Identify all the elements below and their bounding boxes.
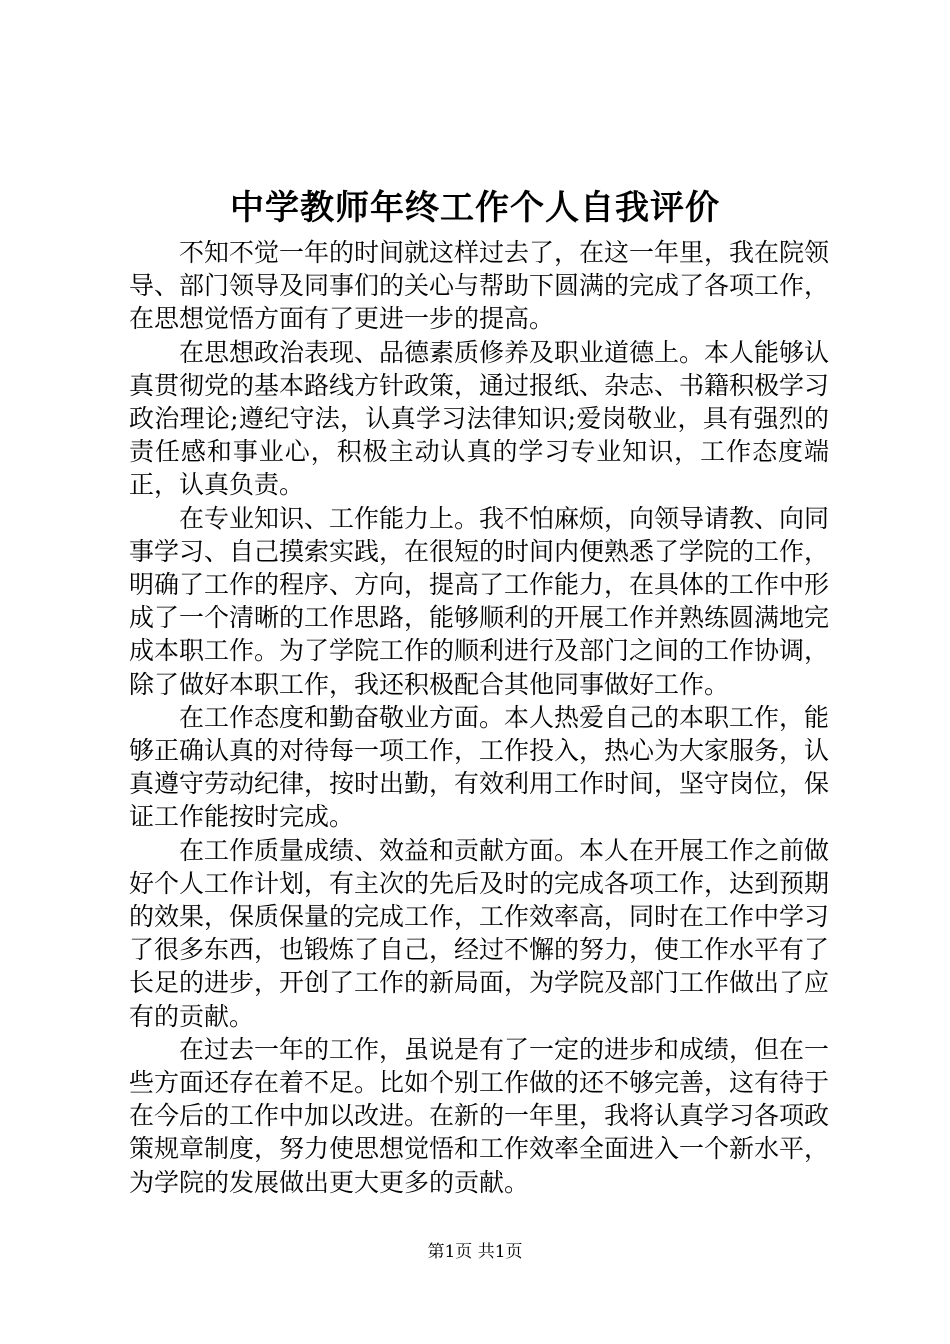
paragraph: 在工作态度和勤奋敬业方面。本人热爱自己的本职工作，能够正确认真的对待每一项工作，工作投入，热心为大家服务，认真遵守劳动纪律，按时出勤，有效利用工作时间，坚守岗位，保证工作能按时完成。 xyxy=(129,702,830,832)
paragraph: 在专业知识、工作能力上。我不怕麻烦，向领导请教、向同事学习、自己摸索实践，在很短的时间内便熟悉了学院的工作，明确了工作的程序、方向，提高了工作能力，在具体的工作中形成了一个清晰的工作思路，能够顺利的开展工作并熟练圆满地完成本职工作。为了学院工作的顺利进行及部门之间的工作协调，除了做好本职工作，我还积极配合其他同事做好工作。 xyxy=(129,503,830,699)
document-title: 中学教师年终工作个人自我评价 xyxy=(230,188,720,228)
paragraph: 在工作质量成绩、效益和贡献方面。本人在开展工作之前做好个人工作计划，有主次的先后及时的完成各项工作，达到预期的效果，保质保量的完成工作，工作效率高，同时在工作中学习了很多东西，也锻炼了自己，经过不懈的努力，使工作水平有了长足的进步，开创了工作的新局面，为学院及部门工作做出了应有的贡献。 xyxy=(129,835,830,1031)
document-body xyxy=(129,236,829,1199)
paragraph: 在思想政治表现、品德素质修养及职业道德上。本人能够认真贯彻党的基本路线方针政策，通过报纸、杂志、书籍积极学习政治理论;遵纪守法，认真学习法律知识;爱岗敬业，具有强烈的责任感和事业心，积极主动认真的学习专业知识，工作态度端正，认真负责。 xyxy=(129,337,830,500)
paragraph: 在过去一年的工作，虽说是有了一定的进步和成绩，但在一些方面还存在着不足。比如个别工作做的还不够完善，这有待于在今后的工作中加以改进。在新的一年里，我将认真学习各项政策规章制度，努力使思想觉悟和工作效率全面进入一个新水平，为学院的发展做出更大更多的贡献。 xyxy=(129,1034,830,1197)
page-footer: 第1页 共1页 xyxy=(427,1242,523,1262)
paragraph: 不知不觉一年的时间就这样过去了，在这一年里，我在院领导、部门领导及同事们的关心与帮助下圆满的完成了各项工作，在思想觉悟方面有了更进一步的提高。 xyxy=(129,238,830,334)
